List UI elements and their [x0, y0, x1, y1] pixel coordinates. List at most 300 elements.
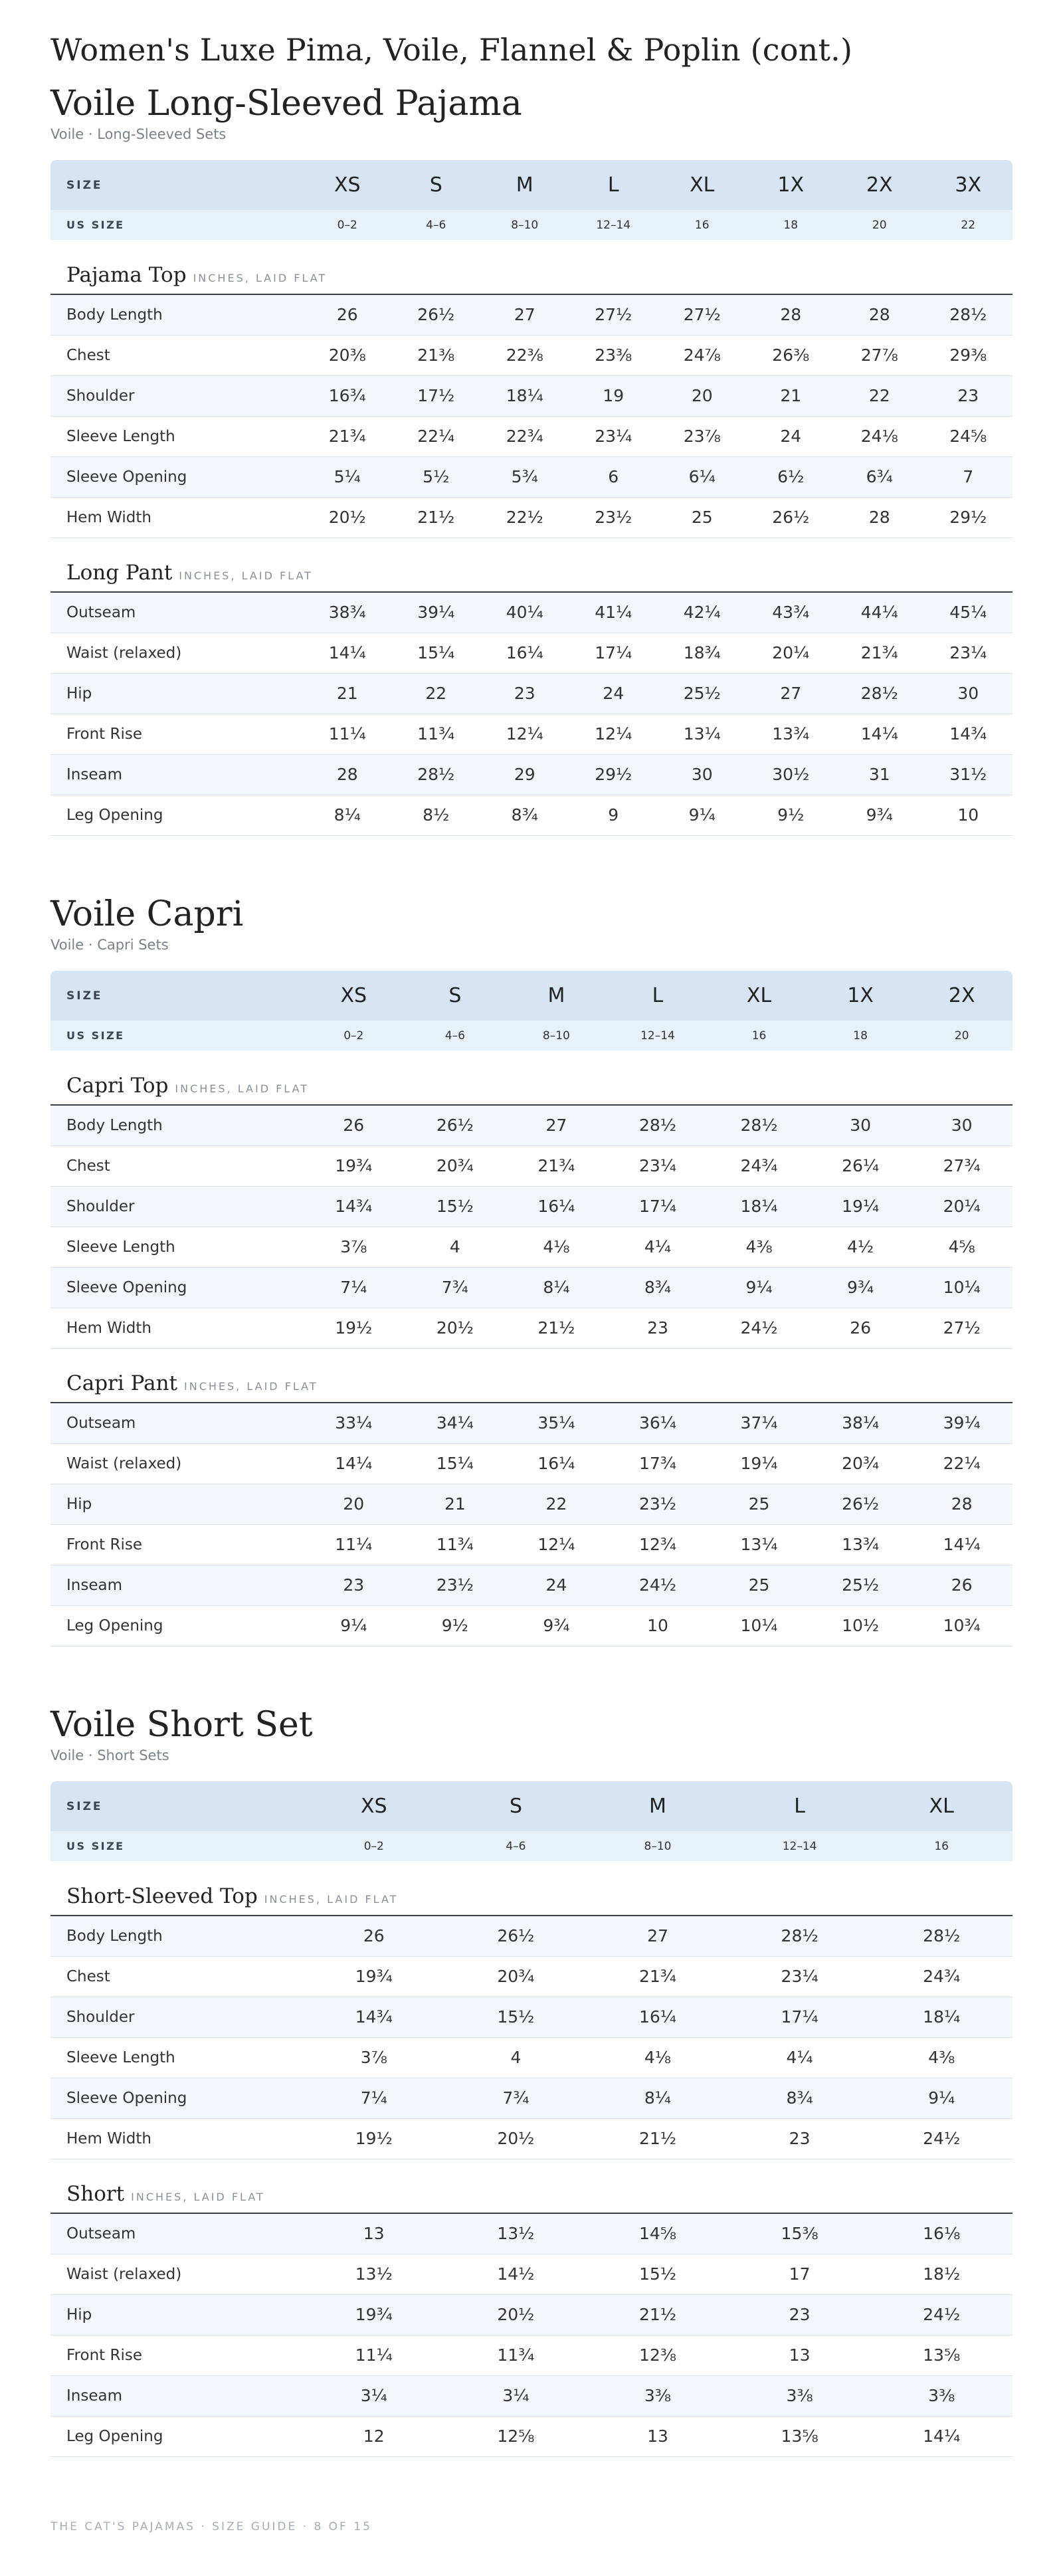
measurement-value: 20¾ — [810, 1443, 912, 1484]
size-header-row — [50, 971, 1013, 1021]
measurement-value: 28 — [835, 497, 924, 538]
measurement-label: Front Rise — [50, 2335, 303, 2375]
measurement-value: 23¼ — [729, 1956, 871, 1997]
size-header-cell: 1X — [810, 971, 912, 1021]
size-header-label: SIZE — [50, 160, 303, 210]
measurement-value: 22 — [835, 375, 924, 416]
measurement-value: 16¼ — [506, 1186, 607, 1227]
measurement-row — [50, 1524, 1013, 1565]
measurement-value: 12⅜ — [587, 2335, 729, 2375]
garment-unit-note: INCHES, LAID FLAT — [131, 2191, 265, 2203]
measurement-value: 16¾ — [303, 375, 392, 416]
measurement-value: 29⅜ — [924, 335, 1013, 375]
measurement-value: 20¾ — [445, 1956, 587, 1997]
measurement-row — [50, 2294, 1013, 2335]
garment-group-cell — [50, 1861, 1013, 1916]
measurement-row — [50, 294, 1013, 335]
measurement-value: 9 — [569, 795, 658, 835]
measurement-value: 12¼ — [506, 1524, 607, 1565]
size-header-cell: 3X — [924, 160, 1013, 210]
measurement-label: Hip — [50, 1484, 303, 1524]
us-size-cell: 4–6 — [445, 1831, 587, 1861]
garment-group-cell — [50, 1050, 1013, 1105]
measurement-row — [50, 416, 1013, 456]
page-title: Women's Luxe Pima, Voile, Flannel & Poplin (cont.) — [50, 32, 853, 68]
section-subtitle: Voile · Long-Sleeved Sets — [50, 126, 227, 142]
measurement-row — [50, 2254, 1013, 2294]
measurement-value: 25 — [708, 1484, 810, 1524]
measurement-value: 23 — [607, 1308, 709, 1348]
section-voile-long-sleeved-pajama — [50, 83, 1013, 836]
measurement-value: 12¼ — [480, 714, 569, 754]
measurement-value: 9¼ — [658, 795, 747, 835]
measurement-row — [50, 1105, 1013, 1145]
measurement-value: 24½ — [607, 1565, 709, 1605]
section-title: Voile Long-Sleeved Pajama — [50, 84, 522, 124]
measurement-value: 7 — [924, 456, 1013, 497]
measurement-label: Sleeve Length — [50, 2037, 303, 2078]
garment-group-header — [50, 1861, 1013, 1916]
measurement-label: Waist (relaxed) — [50, 633, 303, 673]
size-header-cell: XL — [658, 160, 747, 210]
measurement-value: 9¼ — [870, 2078, 1013, 2118]
measurement-row — [50, 592, 1013, 633]
measurement-label: Outseam — [50, 592, 303, 633]
measurement-value: 27 — [480, 294, 569, 335]
measurement-value: 17¼ — [607, 1186, 709, 1227]
measurement-value: 27½ — [658, 294, 747, 335]
measurement-value: 18¼ — [480, 375, 569, 416]
measurement-value: 21½ — [506, 1308, 607, 1348]
measurement-value: 14½ — [445, 2254, 587, 2294]
measurement-value: 17¼ — [569, 633, 658, 673]
measurement-value: 13⅝ — [729, 2416, 871, 2456]
measurement-value: 23 — [303, 1565, 405, 1605]
measurement-value: 42¼ — [658, 592, 747, 633]
section-voile-capri — [50, 894, 1013, 1646]
measurement-value: 25 — [708, 1565, 810, 1605]
measurement-value: 30½ — [747, 754, 836, 795]
size-header-row — [50, 160, 1013, 210]
size-header-cell: XS — [303, 1781, 445, 1831]
measurement-row — [50, 1565, 1013, 1605]
measurement-value: 17½ — [392, 375, 481, 416]
measurement-label: Hem Width — [50, 497, 303, 538]
measurement-value: 25½ — [810, 1565, 912, 1605]
measurement-value: 19¾ — [303, 1956, 445, 1997]
measurement-value: 7¾ — [445, 2078, 587, 2118]
measurement-label: Hem Width — [50, 2118, 303, 2159]
measurement-value: 26½ — [392, 294, 481, 335]
measurement-value: 16¼ — [506, 1443, 607, 1484]
measurement-value: 4 — [445, 2037, 587, 2078]
measurement-label: Waist (relaxed) — [50, 1443, 303, 1484]
measurement-label: Shoulder — [50, 1186, 303, 1227]
measurement-label: Shoulder — [50, 1997, 303, 2037]
measurement-value: 23½ — [607, 1484, 709, 1524]
measurement-value: 24¾ — [708, 1145, 810, 1186]
measurement-value: 15½ — [405, 1186, 506, 1227]
measurement-label: Chest — [50, 1956, 303, 1997]
measurement-value: 8½ — [392, 795, 481, 835]
us-size-row — [50, 210, 1013, 240]
us-size-cell: 8–10 — [506, 1021, 607, 1050]
measurement-value: 19¾ — [303, 2294, 445, 2335]
measurement-value: 14¼ — [870, 2416, 1013, 2456]
us-size-cell: 4–6 — [392, 210, 481, 240]
garment-title: Short-Sleeved Top — [66, 1884, 258, 1908]
garment-title: Capri Top — [66, 1074, 169, 1098]
measurement-value: 11¾ — [405, 1524, 506, 1565]
us-size-cell: 20 — [835, 210, 924, 240]
section-title: Voile Short Set — [50, 1705, 313, 1745]
measurement-value: 19¼ — [708, 1443, 810, 1484]
measurement-value: 28 — [303, 754, 392, 795]
measurement-value: 19½ — [303, 2118, 445, 2159]
garment-group-cell — [50, 1348, 1013, 1403]
size-header-label: SIZE — [50, 1781, 303, 1831]
measurement-value: 9¾ — [810, 1267, 912, 1308]
measurement-row — [50, 1916, 1013, 1956]
measurement-value: 12¼ — [569, 714, 658, 754]
measurement-value: 39¼ — [392, 592, 481, 633]
measurement-value: 14¼ — [835, 714, 924, 754]
measurement-value: 28 — [747, 294, 836, 335]
measurement-row — [50, 1605, 1013, 1646]
measurement-value: 21⅜ — [392, 335, 481, 375]
us-size-cell: 16 — [870, 1831, 1013, 1861]
measurement-value: 23½ — [569, 497, 658, 538]
measurement-value: 24½ — [870, 2294, 1013, 2335]
size-header-cell: S — [392, 160, 481, 210]
us-size-cell: 0–2 — [303, 1021, 405, 1050]
measurement-label: Outseam — [50, 2213, 303, 2254]
garment-group-cell — [50, 240, 1013, 294]
measurement-value: 10¾ — [911, 1605, 1013, 1646]
measurement-value: 30 — [924, 673, 1013, 714]
measurement-value: 36¼ — [607, 1403, 709, 1443]
measurement-value: 3⅜ — [870, 2375, 1013, 2416]
measurement-value: 21½ — [587, 2294, 729, 2335]
measurement-value: 28½ — [924, 294, 1013, 335]
us-size-row — [50, 1831, 1013, 1861]
measurement-value: 5¼ — [303, 456, 392, 497]
garment-group-header — [50, 538, 1013, 592]
measurement-value: 13¾ — [810, 1524, 912, 1565]
measurement-value: 23½ — [405, 1565, 506, 1605]
measurement-value: 19 — [569, 375, 658, 416]
measurement-value: 15⅜ — [729, 2213, 871, 2254]
measurement-value: 22½ — [480, 497, 569, 538]
measurement-value: 20½ — [445, 2118, 587, 2159]
measurement-value: 21 — [405, 1484, 506, 1524]
measurement-value: 29½ — [924, 497, 1013, 538]
garment-group-cell — [50, 538, 1013, 592]
measurement-value: 4⅛ — [506, 1227, 607, 1267]
measurement-value: 26 — [810, 1308, 912, 1348]
measurement-value: 3⅞ — [303, 2037, 445, 2078]
measurement-row — [50, 1186, 1013, 1227]
measurement-value: 10 — [924, 795, 1013, 835]
measurement-value: 11¾ — [392, 714, 481, 754]
measurement-value: 9¼ — [303, 1605, 405, 1646]
measurement-value: 18¼ — [708, 1186, 810, 1227]
measurement-value: 14¼ — [303, 633, 392, 673]
measurement-value: 28½ — [708, 1105, 810, 1145]
measurement-value: 21¾ — [303, 416, 392, 456]
measurement-value: 24½ — [870, 2118, 1013, 2159]
measurement-value: 27½ — [569, 294, 658, 335]
measurement-label: Chest — [50, 335, 303, 375]
measurement-label: Shoulder — [50, 375, 303, 416]
measurement-value: 7¾ — [405, 1267, 506, 1308]
measurement-label: Sleeve Opening — [50, 2078, 303, 2118]
measurement-value: 40¼ — [480, 592, 569, 633]
measurement-label: Sleeve Length — [50, 1227, 303, 1267]
measurement-value: 24⅝ — [924, 416, 1013, 456]
measurement-value: 13½ — [303, 2254, 445, 2294]
measurement-label: Inseam — [50, 2375, 303, 2416]
measurement-value: 8¾ — [607, 1267, 709, 1308]
measurement-value: 24⅞ — [658, 335, 747, 375]
us-size-row — [50, 1021, 1013, 1050]
measurement-value: 26⅜ — [747, 335, 836, 375]
measurement-value: 26 — [303, 1105, 405, 1145]
measurement-label: Outseam — [50, 1403, 303, 1443]
measurement-value: 37¼ — [708, 1403, 810, 1443]
measurement-value: 8¼ — [587, 2078, 729, 2118]
measurement-value: 19¼ — [810, 1186, 912, 1227]
measurement-value: 18¾ — [658, 633, 747, 673]
measurement-value: 8¾ — [480, 795, 569, 835]
us-size-label: US SIZE — [50, 1831, 303, 1861]
us-size-cell: 22 — [924, 210, 1013, 240]
section-title: Voile Capri — [50, 894, 244, 934]
measurement-value: 28½ — [835, 673, 924, 714]
measurement-row — [50, 2118, 1013, 2159]
section-subtitle: Voile · Short Sets — [50, 1747, 169, 1763]
measurement-value: 3⅞ — [303, 1227, 405, 1267]
measurement-value: 25 — [658, 497, 747, 538]
size-header-cell: M — [480, 160, 569, 210]
measurement-value: 28 — [835, 294, 924, 335]
measurement-value: 44¼ — [835, 592, 924, 633]
measurement-value: 17¼ — [729, 1997, 871, 2037]
measurement-row — [50, 1484, 1013, 1524]
measurement-value: 13 — [587, 2416, 729, 2456]
measurement-value: 12¾ — [607, 1524, 709, 1565]
measurement-value: 12 — [303, 2416, 445, 2456]
measurement-value: 18¼ — [870, 1997, 1013, 2037]
measurement-label: Sleeve Opening — [50, 456, 303, 497]
measurement-label: Sleeve Opening — [50, 1267, 303, 1308]
measurement-value: 19½ — [303, 1308, 405, 1348]
measurement-value: 26 — [911, 1565, 1013, 1605]
measurement-label: Body Length — [50, 1916, 303, 1956]
measurement-value: 4⅜ — [708, 1227, 810, 1267]
size-header-cell: XL — [708, 971, 810, 1021]
measurement-label: Front Rise — [50, 714, 303, 754]
measurement-value: 22¾ — [480, 416, 569, 456]
measurement-value: 4¼ — [607, 1227, 709, 1267]
us-size-cell: 0–2 — [303, 1831, 445, 1861]
measurement-value: 24½ — [708, 1308, 810, 1348]
measurement-value: 21 — [747, 375, 836, 416]
measurement-value: 10 — [607, 1605, 709, 1646]
size-header-row — [50, 1781, 1013, 1831]
measurement-value: 14¼ — [303, 1443, 405, 1484]
measurement-value: 10¼ — [911, 1267, 1013, 1308]
garment-title: Short — [66, 2182, 125, 2206]
measurement-row — [50, 2416, 1013, 2456]
measurement-value: 20½ — [405, 1308, 506, 1348]
measurement-value: 14¾ — [303, 1997, 445, 2037]
us-size-cell: 8–10 — [480, 210, 569, 240]
measurement-row — [50, 335, 1013, 375]
measurement-value: 14¾ — [924, 714, 1013, 754]
measurement-value: 13 — [729, 2335, 871, 2375]
measurement-value: 26½ — [810, 1484, 912, 1524]
us-size-label: US SIZE — [50, 210, 303, 240]
measurement-value: 16¼ — [587, 1997, 729, 2037]
measurement-value: 28½ — [392, 754, 481, 795]
us-size-cell: 16 — [658, 210, 747, 240]
measurement-value: 21½ — [392, 497, 481, 538]
measurement-value: 30 — [911, 1105, 1013, 1145]
measurement-label: Waist (relaxed) — [50, 2254, 303, 2294]
section-subtitle: Voile · Capri Sets — [50, 937, 169, 953]
measurement-value: 26½ — [405, 1105, 506, 1145]
measurement-value: 8¾ — [729, 2078, 871, 2118]
measurement-value: 21¾ — [835, 633, 924, 673]
measurement-value: 10¼ — [708, 1605, 810, 1646]
us-size-cell: 12–14 — [607, 1021, 709, 1050]
measurement-row — [50, 1267, 1013, 1308]
size-header-cell: XS — [303, 971, 405, 1021]
measurement-value: 19¾ — [303, 1145, 405, 1186]
measurement-value: 33¼ — [303, 1403, 405, 1443]
measurement-row — [50, 1997, 1013, 2037]
measurement-row — [50, 714, 1013, 754]
us-size-cell: 4–6 — [405, 1021, 506, 1050]
measurement-value: 21¾ — [506, 1145, 607, 1186]
measurement-value: 20¼ — [747, 633, 836, 673]
size-chart-table — [50, 160, 1013, 836]
measurement-value: 15¼ — [405, 1443, 506, 1484]
measurement-value: 9¼ — [708, 1267, 810, 1308]
measurement-value: 30 — [658, 754, 747, 795]
measurement-label: Sleeve Length — [50, 416, 303, 456]
measurement-row — [50, 2037, 1013, 2078]
measurement-value: 11¼ — [303, 714, 392, 754]
measurement-value: 27⅞ — [835, 335, 924, 375]
section-voile-short-set — [50, 1704, 1013, 2457]
measurement-label: Leg Opening — [50, 1605, 303, 1646]
measurement-value: 7¼ — [303, 1267, 405, 1308]
size-header-label: SIZE — [50, 971, 303, 1021]
us-size-cell: 20 — [911, 1021, 1013, 1050]
measurement-row — [50, 2335, 1013, 2375]
garment-title: Long Pant — [66, 561, 173, 585]
measurement-value: 45¼ — [924, 592, 1013, 633]
measurement-value: 24¾ — [870, 1956, 1013, 1997]
garment-unit-note: INCHES, LAID FLAT — [264, 1893, 399, 1906]
us-size-cell: 12–14 — [729, 1831, 871, 1861]
measurement-value: 21 — [303, 673, 392, 714]
measurement-row — [50, 2078, 1013, 2118]
measurement-value: 21¾ — [587, 1956, 729, 1997]
measurement-value: 13½ — [445, 2213, 587, 2254]
garment-group-header — [50, 1348, 1013, 1403]
measurement-row — [50, 673, 1013, 714]
measurement-value: 14⅝ — [587, 2213, 729, 2254]
measurement-value: 28½ — [870, 1916, 1013, 1956]
measurement-value: 9½ — [747, 795, 836, 835]
measurement-value: 26 — [303, 294, 392, 335]
measurement-value: 23 — [480, 673, 569, 714]
measurement-value: 5½ — [392, 456, 481, 497]
size-header-cell: L — [607, 971, 709, 1021]
measurement-label: Leg Opening — [50, 2416, 303, 2456]
garment-group-header — [50, 2159, 1013, 2213]
measurement-value: 3¼ — [303, 2375, 445, 2416]
measurement-value: 31 — [835, 754, 924, 795]
measurement-value: 21½ — [587, 2118, 729, 2159]
measurement-value: 20½ — [445, 2294, 587, 2335]
measurement-value: 23 — [729, 2118, 871, 2159]
measurement-value: 22 — [506, 1484, 607, 1524]
measurement-value: 13¾ — [747, 714, 836, 754]
measurement-value: 22 — [392, 673, 481, 714]
measurement-value: 26½ — [747, 497, 836, 538]
size-header-cell: M — [587, 1781, 729, 1831]
size-header-cell: L — [569, 160, 658, 210]
measurement-value: 16¼ — [480, 633, 569, 673]
measurement-value: 39¼ — [911, 1403, 1013, 1443]
measurement-value: 22¼ — [392, 416, 481, 456]
garment-group-cell — [50, 2159, 1013, 2213]
measurement-value: 28½ — [607, 1105, 709, 1145]
measurement-value: 28 — [911, 1484, 1013, 1524]
measurement-row — [50, 375, 1013, 416]
measurement-value: 7¼ — [303, 2078, 445, 2118]
measurement-row — [50, 2375, 1013, 2416]
measurement-value: 4¼ — [729, 2037, 871, 2078]
measurement-value: 9¾ — [835, 795, 924, 835]
measurement-value: 13 — [303, 2213, 445, 2254]
measurement-value: 13¼ — [658, 714, 747, 754]
us-size-cell: 0–2 — [303, 210, 392, 240]
measurement-value: 4⅛ — [587, 2037, 729, 2078]
measurement-value: 8¼ — [303, 795, 392, 835]
measurement-value: 6 — [569, 456, 658, 497]
measurement-row — [50, 1443, 1013, 1484]
measurement-value: 41¼ — [569, 592, 658, 633]
measurement-value: 24 — [747, 416, 836, 456]
measurement-value: 20⅜ — [303, 335, 392, 375]
size-chart-table — [50, 1781, 1013, 2457]
measurement-value: 15½ — [445, 1997, 587, 2037]
measurement-value: 24⅛ — [835, 416, 924, 456]
us-size-cell: 18 — [810, 1021, 912, 1050]
measurement-label: Inseam — [50, 1565, 303, 1605]
measurement-value: 20 — [303, 1484, 405, 1524]
measurement-value: 6¼ — [658, 456, 747, 497]
measurement-row — [50, 456, 1013, 497]
size-header-cell: 2X — [911, 971, 1013, 1021]
measurement-label: Body Length — [50, 294, 303, 335]
measurement-value: 5¾ — [480, 456, 569, 497]
